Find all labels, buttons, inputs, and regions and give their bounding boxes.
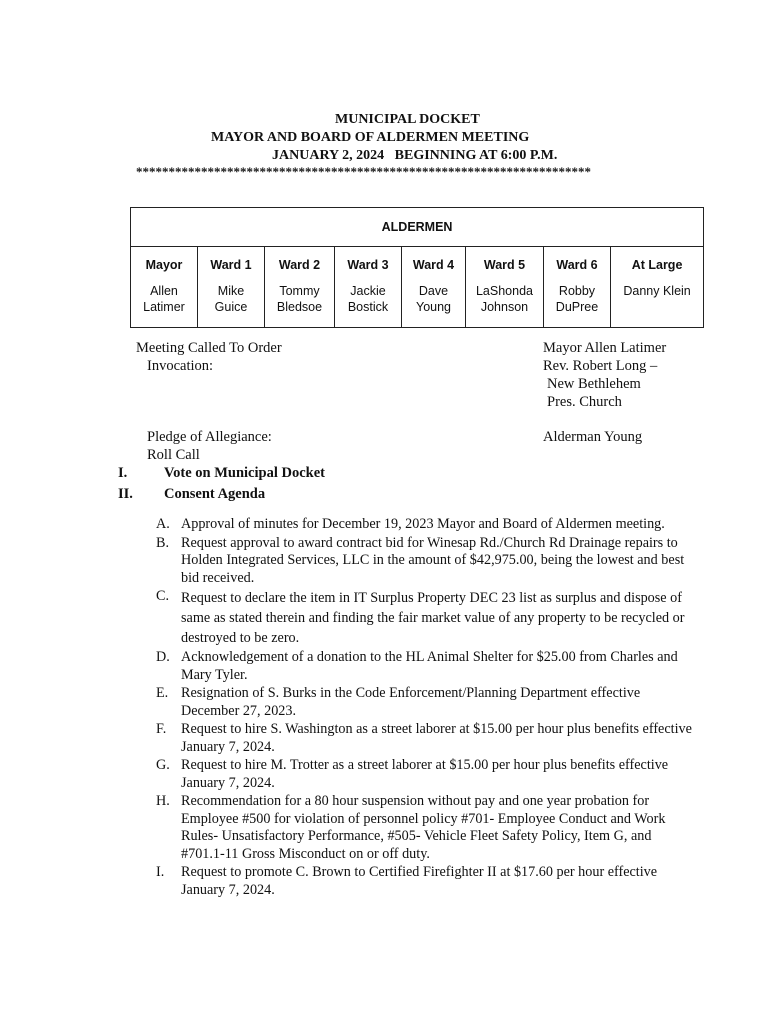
item-letter: D. xyxy=(156,649,170,665)
item-text: Request to hire S. Washington as a street laborer at $15.00 per hour plus benefits effective January 7, 2024. xyxy=(181,721,692,755)
item-letter: F. xyxy=(156,721,167,737)
meeting-date: JANUARY 2, 2024 BEGINNING AT 6:00 P.M. xyxy=(272,148,558,163)
list-item xyxy=(156,757,696,792)
name-ward-2: Tommy Bledsoe xyxy=(265,283,335,328)
item-text: Recommendation for a 80 hour suspension without pay and one year probation for Employee #500 for violation of personnel policy #701- Employee Conduct and Work Rules- Unsatisfactory Performance, #505- Vehicle Fleet Safety Policy, Item G, and #701.1-11 Gross Misconduct on or off duty. xyxy=(181,793,666,862)
list-item xyxy=(156,793,696,863)
section-title: Consent Agenda xyxy=(164,486,266,502)
item-letter: E. xyxy=(156,685,169,701)
list-item xyxy=(156,535,696,588)
invocation-by-1: Rev. Robert Long – xyxy=(543,358,658,374)
aldermen-table xyxy=(130,207,704,328)
col-label-ward-1: Ward 1 xyxy=(198,247,265,284)
called-to-order-label: Meeting Called To Order xyxy=(136,340,282,356)
item-letter: I. xyxy=(156,864,165,880)
name-ward-3: Jackie Bostick xyxy=(335,283,402,328)
docket-title: MUNICIPAL DOCKET xyxy=(335,112,480,127)
list-item xyxy=(156,721,696,756)
item-text: Request approval to award contract bid for Winesap Rd./Church Rd Drainage repairs to Holden Integrated Services, LLC in the amount of $42,975.00, being the lowest and best bid received. xyxy=(181,534,685,586)
col-label-ward-2: Ward 2 xyxy=(265,247,335,284)
name-ward-1: Mike Guice xyxy=(198,283,265,328)
name-ward-6: Robby DuPree xyxy=(544,283,611,328)
roll-call-label: Roll Call xyxy=(147,447,200,463)
name-mayor: Allen Latimer xyxy=(131,283,198,328)
item-text: Acknowledgement of a donation to the HL Animal Shelter for $25.00 from Charles and Mary Tyler. xyxy=(181,649,678,683)
list-item xyxy=(156,649,696,684)
consent-agenda-list xyxy=(156,516,696,900)
col-label-ward-4: Ward 4 xyxy=(402,247,466,284)
name-ward-5: LaShonda Johnson xyxy=(466,283,544,328)
invocation-by-3: Pres. Church xyxy=(547,394,622,410)
item-letter: B. xyxy=(156,534,170,551)
col-label-ward-5: Ward 5 xyxy=(466,247,544,284)
name-at-large: Danny Klein xyxy=(611,283,704,328)
item-text: Request to hire M. Trotter as a street laborer at $15.00 per hour plus benefits effective January 7, 2024. xyxy=(181,757,669,791)
col-label-ward-6: Ward 6 xyxy=(544,247,611,284)
list-item xyxy=(156,588,696,648)
meeting-title: MAYOR AND BOARD OF ALDERMEN MEETING xyxy=(211,130,530,145)
item-text: Resignation of S. Burks in the Code Enforcement/Planning Department effective December 27, 2023. xyxy=(181,685,641,719)
col-label-at-large: At Large xyxy=(611,247,704,284)
item-text: Request to promote C. Brown to Certified Firefighter II at $17.60 per hour effective January 7, 2024. xyxy=(181,864,658,898)
item-text: Approval of minutes for December 19, 2023 Mayor and Board of Aldermen meeting. xyxy=(181,516,665,532)
called-to-order-by: Mayor Allen Latimer xyxy=(543,340,667,356)
invocation-label: Invocation: xyxy=(147,358,214,374)
item-text: Request to declare the item in IT Surplus Property DEC 23 list as surplus and dispose of same as stated therein and finding the fair market value of any property to be recycled or destroyed to be zero. xyxy=(181,590,685,646)
section-numeral: I. xyxy=(118,465,128,481)
item-letter: G. xyxy=(156,757,170,773)
col-label-ward-3: Ward 3 xyxy=(335,247,402,284)
section-title: Vote on Municipal Docket xyxy=(164,465,325,481)
aldermen-heading: ALDERMEN xyxy=(131,208,704,247)
item-letter: A. xyxy=(156,516,170,532)
list-item xyxy=(156,516,696,534)
invocation-by-2: New Bethlehem xyxy=(547,376,641,392)
pledge-by: Alderman Young xyxy=(543,429,643,445)
section-numeral: II. xyxy=(118,486,133,502)
separator-line: ********************************************************************** xyxy=(136,164,591,179)
pledge-label: Pledge of Allegiance: xyxy=(147,429,272,445)
list-item xyxy=(156,685,696,720)
name-ward-4: Dave Young xyxy=(402,283,466,328)
list-item xyxy=(156,864,696,899)
item-letter: H. xyxy=(156,793,170,809)
col-label-mayor: Mayor xyxy=(131,247,198,284)
item-letter: C. xyxy=(156,588,170,604)
